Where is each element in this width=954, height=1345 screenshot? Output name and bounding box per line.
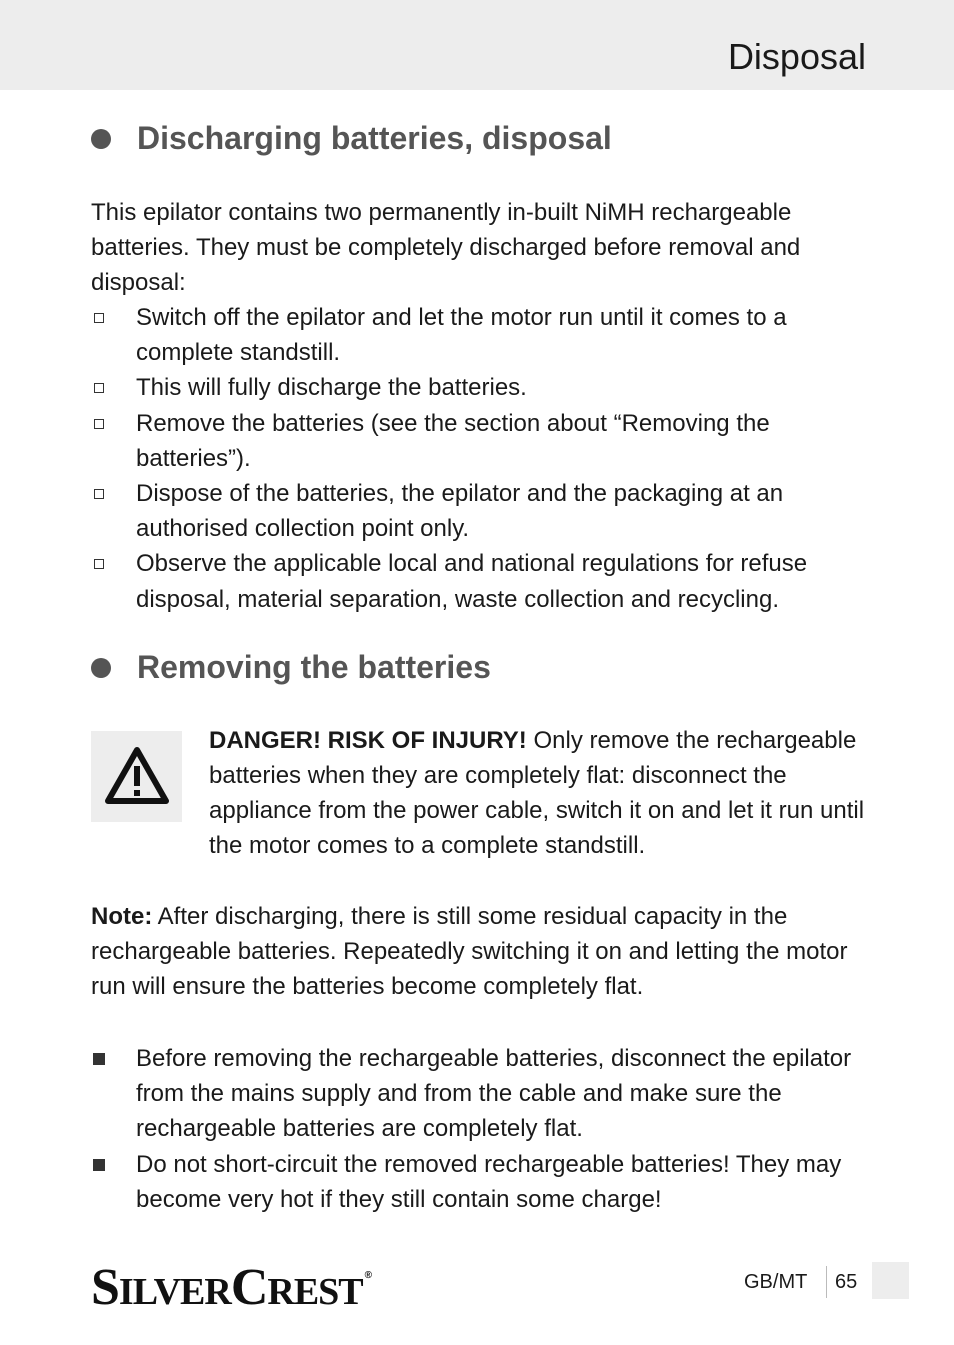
- section-heading-discharging: [91, 120, 612, 157]
- list-item: [91, 370, 866, 405]
- warning-triangle-icon: [104, 746, 170, 806]
- footer-divider: [826, 1266, 827, 1298]
- list-item: [91, 300, 866, 370]
- square-bullet-icon: [93, 1159, 105, 1171]
- list-item: [91, 406, 866, 476]
- page-tab-marker: [872, 1262, 909, 1299]
- list-item-text: This will fully discharge the batteries.: [136, 374, 527, 402]
- list-item: [91, 476, 866, 546]
- checkbox-bullet-icon: [94, 489, 104, 499]
- note-paragraph: [91, 899, 866, 1004]
- checkbox-bullet-icon: [94, 419, 104, 429]
- checkbox-bullet-icon: [94, 313, 104, 323]
- checkbox-bullet-icon: [94, 383, 104, 393]
- warning-text: [209, 723, 874, 863]
- section-title: Removing the batteries: [137, 649, 491, 685]
- list-item-text: Dispose of the batteries, the epilator and the packaging at an authorised collection point only.: [136, 480, 784, 543]
- list-item: [91, 1147, 866, 1217]
- language-code: GB/MT: [744, 1271, 808, 1293]
- discharge-steps-list: [91, 300, 866, 617]
- silvercrest-logo: SILVERCREST ®: [91, 1259, 372, 1316]
- page-number: 65: [835, 1271, 858, 1293]
- warning-box: [91, 731, 182, 822]
- heading-bullet-icon: [91, 658, 111, 678]
- intro-paragraph: This epilator contains two permanently in-built NiMH rechargeable batteries. They must be completely discharged before removal and disposal:: [91, 199, 801, 296]
- warning-body: Only remove the rechargeable batteries when they are completely flat: disconnect the appliance from the power cable, switch it on and let it run until the motor comes to a complete standstill.: [209, 727, 865, 859]
- list-item-text: Observe the applicable local and national regulations for refuse disposal, material separation, waste collection and recycling.: [136, 550, 808, 613]
- page-header-title: Disposal: [727, 36, 866, 77]
- warning-label: DANGER! RISK OF INJURY!: [209, 727, 527, 754]
- list-item-text: Do not short-circuit the removed rechargeable batteries! They may become very hot if they still contain some charge!: [136, 1150, 842, 1213]
- section-title: Discharging batteries, disposal: [137, 120, 612, 156]
- removal-instructions-list: [91, 1041, 866, 1217]
- list-item-text: Before removing the rechargeable batteries, disconnect the epilator from the mains supply and from the cable and make sure the rechargeable batteries are completely flat.: [136, 1045, 852, 1143]
- list-item: [91, 546, 866, 616]
- checkbox-bullet-icon: [94, 559, 104, 569]
- square-bullet-icon: [93, 1053, 105, 1065]
- list-item-text: Remove the batteries (see the section about “Removing the batteries”).: [136, 409, 770, 472]
- list-item-text: Switch off the epilator and let the motor run until it comes to a complete standstill.: [136, 304, 787, 367]
- list-item: [91, 1041, 866, 1147]
- note-label: Note:: [91, 903, 153, 930]
- section-heading-removing: [91, 649, 491, 686]
- note-body: After discharging, there is still some residual capacity in the rechargeable batteries. Repeatedly switching it on and letting the motor run will ensure the batteries become completely flat.: [91, 903, 848, 1000]
- heading-bullet-icon: [91, 129, 111, 149]
